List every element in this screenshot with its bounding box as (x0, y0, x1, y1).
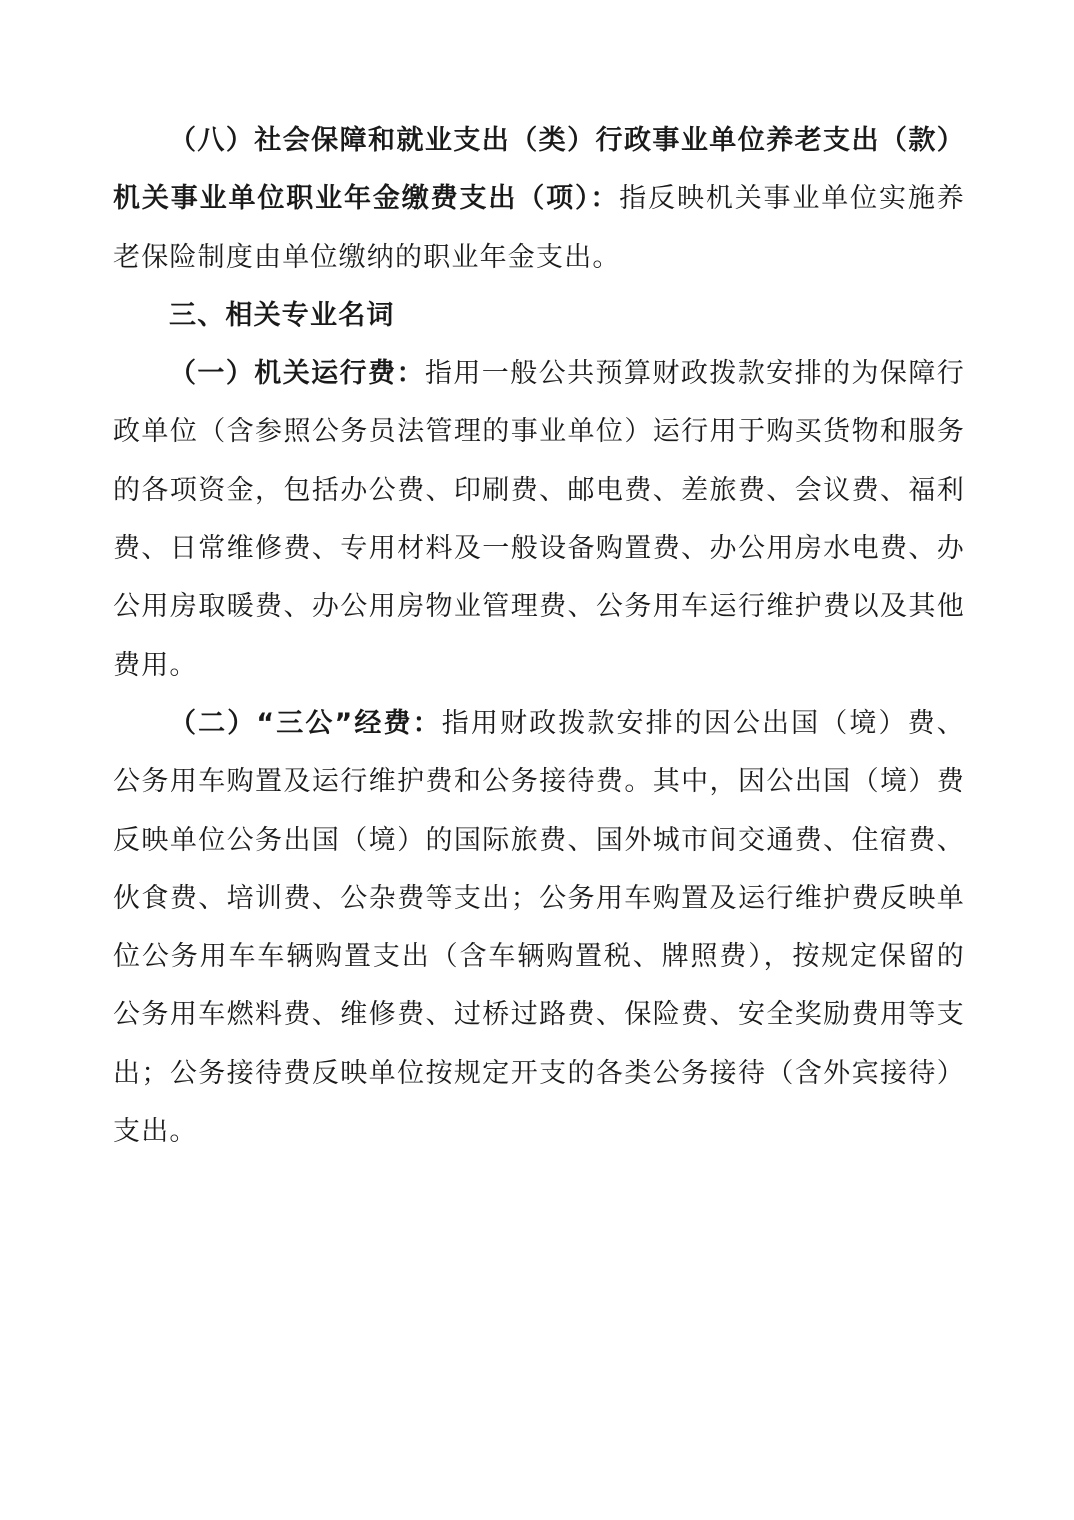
paragraph-pension-annuity (113, 112, 965, 287)
paragraph-three-public-expenses (113, 695, 965, 1161)
section-heading: 三、相关专业名词 (169, 299, 395, 331)
definition-three-public-expenses: 指用财政拨款安排的因公出国（境）费、公务用车购置及运行维护费和公务接待费。其中，因公出国（境）费反映单位公务出国（境）的国际旅费、国外城市间交通费、住宿费、伙食费、培训费、公杂费等支出；公务用车购置及运行维护费反映单位公务用车车辆购置支出（含车辆购置税、牌照费），按规定保留的公务用车燃料费、维修费、过桥过路费、保险费、安全奖励费用等支出；公务接待费反映单位按规定开支的各类公务接待（含外宾接待）支出。 (113, 707, 965, 1148)
paragraph-operating-expenses (113, 345, 965, 695)
term-operating-expenses: （一）机关运行费： (169, 358, 425, 390)
term-three-public-expenses: （二）“三公”经费： (169, 707, 442, 739)
definition-pension-annuity: 指反映机关事业单位实施养老保险制度由单位缴纳的职业年金支出。 (113, 183, 965, 273)
document-body (113, 112, 965, 1161)
definition-operating-expenses: 指用一般公共预算财政拨款安排的为保障行政单位（含参照公务员法管理的事业单位）运行用于购买货物和服务的各项资金，包括办公费、印刷费、邮电费、差旅费、会议费、福利费、日常维修费、专用材料及一般设备购置费、办公用房水电费、办公用房取暖费、办公用房物业管理费、公务用车运行维护费以及其他费用。 (113, 358, 965, 681)
term-pension-annuity: （八）社会保障和就业支出（类）行政事业单位养老支出（款）机关事业单位职业年金缴费支出（项）： (113, 125, 965, 215)
